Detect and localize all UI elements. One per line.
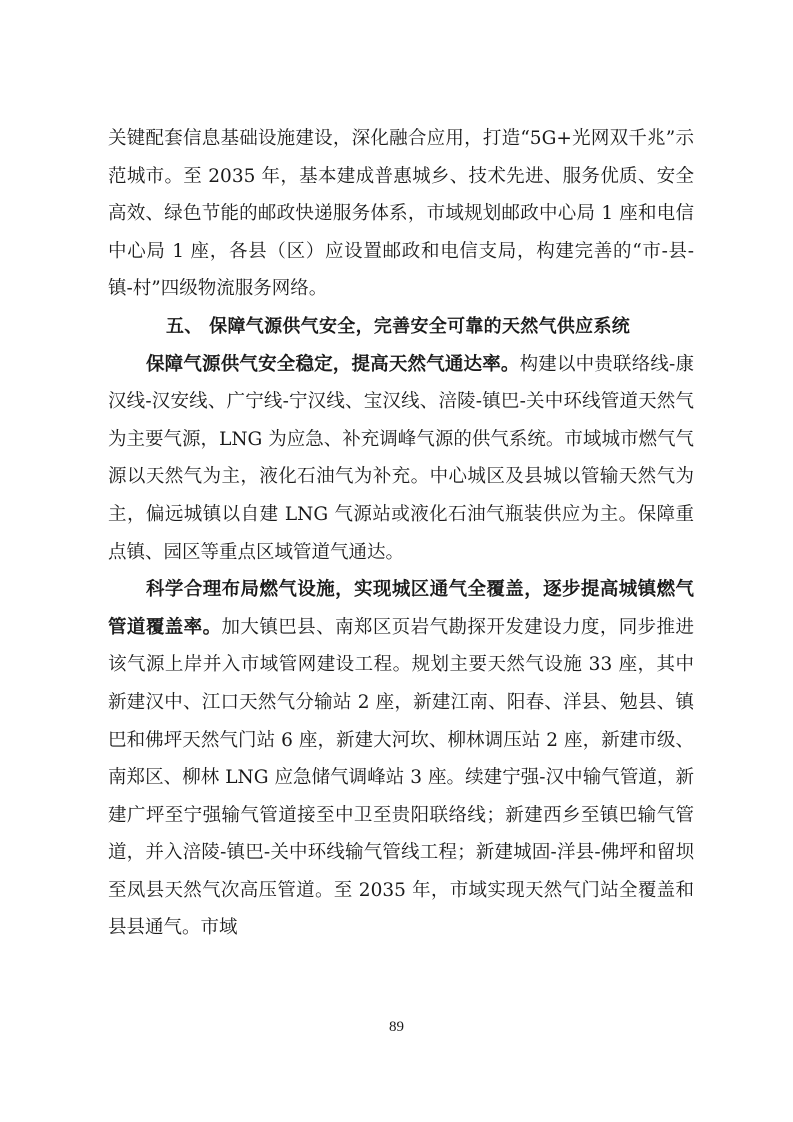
section-heading: 五、 保障气源供气安全，完善安全可靠的天然气供应系统 <box>166 315 631 337</box>
paragraph-gas-supply-body: 构建以中贵联络线-康汉线-汉安线、广宁线-宁汉线、宝汉线、涪陵-镇巴-关中环线管道天然气为主要气源，LNG 为应急、补充调峰气源的供气系统。市域城市燃气气源以天然气为主，液化石油气为补充。中心城区及县城以管输天然气为主，偏远城镇以自建 LNG 气源站或液化石油气瓶装供应为主。保障重点镇、园区等重点区域管道气通达。 <box>108 353 694 563</box>
page-body <box>108 120 694 947</box>
paragraph-gas-facilities-body: 加大镇巴县、南郑区页岩气勘探开发建设力度，同步推进该气源上岸并入市域管网建设工程。规划主要天然气设施 33 座，其中新建汉中、江口天然气分输站 2 座，新建江南、阳春、洋县、勉县、镇巴和佛坪天然气门站 6 座，新建大河坎、柳林调压站 2 座，新建市级、南郑区、柳林 LNG 应急储气调峰站 3 座。续建宁强-汉中输气管道，新建广坪至宁强输气管道接至中卫至贵阳联络线；新建西乡至镇巴输气管道，并入涪陵-镇巴-关中环线输气管线工程；新建城固-洋县-佛坪和留坝至凤县天然气次高压管道。至 2035 年，市域实现天然气门站全覆盖和县县通气。市域 <box>108 616 694 939</box>
paragraph-gas-supply-lead: 保障气源供气安全稳定，提高天然气通达率。 <box>146 353 520 375</box>
paragraph-gas-supply <box>108 346 694 572</box>
paragraph-gas-facilities-lead: 科学合理布局燃气设施，实现城区通气全覆盖，逐步提高城镇燃气管道覆盖率。 <box>108 579 694 638</box>
continuation-paragraph: 关键配套信息基础设施建设，深化融合应用，打造“5G+光网双千兆”示范城市。至 2035 年，基本建成普惠城乡、技术先进、服务优质、安全高效、绿色节能的邮政快递服务体系，市域规划邮政中心局 1 座和电信中心局 1 座，各县（区）应设置邮政和电信支局，构建完善的“市-县-镇-村”四级物流服务网络。 <box>108 128 694 300</box>
page-number: 89 <box>389 1019 404 1035</box>
paragraph-gas-facilities <box>108 571 694 947</box>
